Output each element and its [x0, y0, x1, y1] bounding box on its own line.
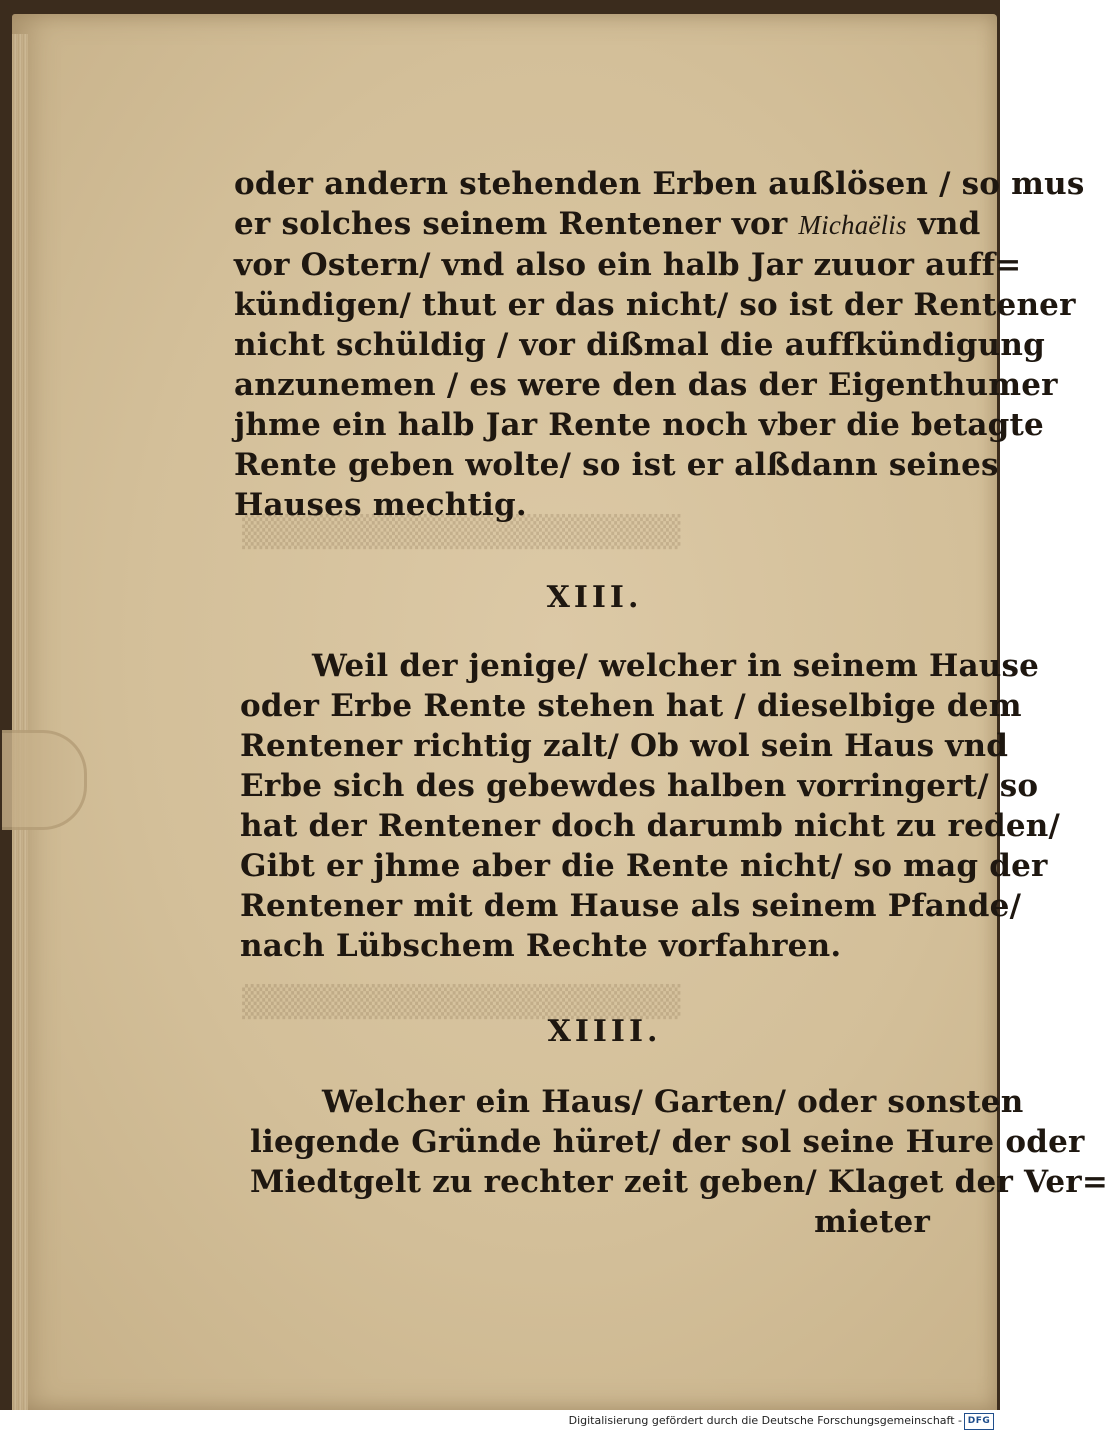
text-line: liegende Gründe hüret/ der sol seine Hure oder [250, 1124, 1085, 1160]
text-line: hat der Rentener doch darumb nicht zu reden/ [240, 808, 1061, 844]
antiqua-word: Michaëlis [798, 210, 907, 240]
show-through-shadow: ▒▒▒▒▒▒▒▒▒▒▒▒▒▒▒▒▒▒▒ [242, 515, 681, 550]
text-line: vor Ostern/ vnd also ein halb Jar zuuor auff= [234, 247, 1022, 283]
text-line: Gibt er jhme aber die Rente nicht/ so mag der [240, 848, 1048, 884]
text-line: Erbe sich des gebewdes halben vorringert/ so [240, 768, 1039, 804]
text-line: oder andern stehenden Erben außlösen / so mus [234, 166, 1085, 202]
paper-page [12, 14, 1108, 1410]
text-line: Welcher ein Haus/ Garten/ oder sonsten [322, 1084, 1024, 1120]
text-line: anzunemen / es were den das der Eigenthumer [234, 367, 1058, 403]
catchword: mieter [814, 1204, 930, 1240]
text-line: Rentener richtig zalt/ Ob wol sein Haus vnd [240, 728, 1009, 764]
text-segment: vnd [917, 206, 981, 242]
text-line: kündigen/ thut er das nicht/ so ist der Rentener [234, 287, 1076, 323]
paragraph-xiiii [250, 1082, 1108, 1242]
text-line: Rentener mit dem Hause als seinem Pfande/ [240, 888, 1022, 924]
text-line: nach Lübschem Rechte vorfahren. [240, 928, 842, 964]
text-line [234, 204, 981, 245]
footer-bar [0, 1410, 1000, 1432]
text-line: Hauses mechtig. [234, 487, 527, 523]
paragraph-xiii [240, 646, 1061, 966]
text-line: Rente geben wolte/ so ist er alßdann seines [234, 447, 999, 483]
text-segment: er solches seinem Rentener vor [234, 206, 788, 242]
text-line: Weil der jenige/ welcher in seinem Hause [312, 648, 1040, 684]
text-line: oder Erbe Rente stehen hat / dieselbige dem [240, 688, 1022, 724]
text-line: Miedtgelt zu rechter zeit geben/ Klaget der Ver= [250, 1164, 1108, 1200]
funding-credit: Digitalisierung gefördert durch die Deutsche Forschungsgemeinschaft - [568, 1414, 962, 1427]
text-line: nicht schüldig / vor dißmal die auffkündigung [234, 327, 1046, 363]
section-heading-xiii: XIII. [546, 580, 643, 615]
text-line: jhme ein halb Jar Rente noch vber die betagte [234, 407, 1044, 443]
paragraph-top [234, 164, 1085, 525]
book-clasp [2, 730, 87, 830]
section-heading-xiiii: XIIII. [547, 1014, 662, 1049]
dfg-logo[interactable]: DFG [964, 1413, 994, 1430]
show-through-shadow: ▒▒▒▒▒▒▒▒▒▒▒▒▒▒▒▒▒▒▒ [242, 985, 681, 1020]
page-edges [12, 34, 28, 1410]
